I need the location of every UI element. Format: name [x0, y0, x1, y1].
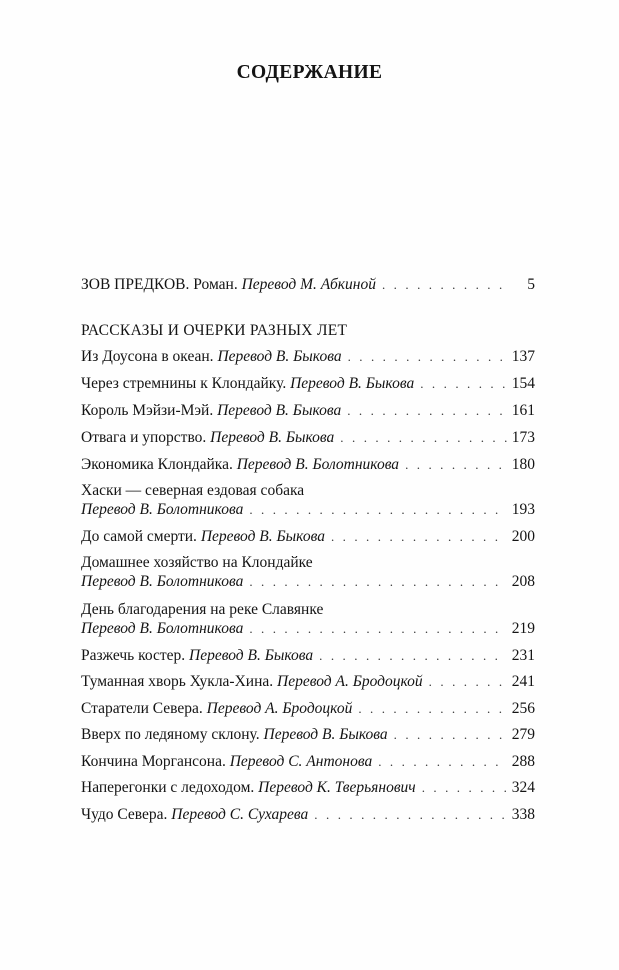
entry-page: 5 — [527, 276, 535, 293]
entry-title: Старатели Севера. — [81, 700, 203, 717]
entry-translator: Перевод В. Быкова — [210, 429, 335, 446]
entry-title: Экономика Клондайка. — [81, 456, 233, 473]
entry-translator: Перевод В. Быкова — [217, 402, 342, 419]
entry-translator: Перевод В. Быкова — [200, 528, 325, 545]
toc-entry[interactable] — [81, 805, 535, 824]
entry-title: Домашнее хозяйство на Клондайке — [81, 554, 313, 571]
toc-entry[interactable] — [81, 672, 535, 691]
dot-leader — [314, 805, 507, 824]
entry-page: 241 — [511, 673, 535, 690]
entry-title: Туманная хворь Хукла-Хина. — [81, 673, 274, 690]
entry-page: 137 — [511, 348, 535, 365]
entry-translator: Перевод В. Быкова — [263, 726, 388, 743]
dot-leader — [331, 527, 507, 546]
dot-leader — [249, 572, 507, 591]
entry-page: 288 — [511, 753, 535, 770]
dot-leader — [249, 619, 507, 638]
entry-translator: Перевод В. Быкова — [217, 348, 342, 365]
dot-leader — [422, 778, 507, 797]
entry-translator: Перевод А. Бродоцкой — [277, 673, 423, 690]
entry-page: 193 — [511, 501, 535, 518]
entry-title: День благодарения на реке Славянке — [81, 601, 324, 618]
toc-entry[interactable] — [81, 455, 535, 474]
dot-leader — [358, 699, 507, 718]
entry-page: 324 — [511, 779, 535, 796]
entry-page: 256 — [511, 700, 535, 717]
toc-entry[interactable] — [81, 699, 535, 718]
toc-entry[interactable] — [81, 374, 535, 393]
toc-entry[interactable] — [81, 553, 535, 591]
entry-title: Разжечь костер. — [81, 647, 186, 664]
entry-title: Вверх по ледяному склону. — [81, 726, 260, 743]
entry-page: 161 — [511, 402, 535, 419]
toc-entry[interactable] — [81, 752, 535, 771]
entry-page: 208 — [511, 573, 535, 590]
page-title: СОДЕРЖАНИЕ — [236, 62, 383, 83]
dot-leader — [382, 275, 507, 294]
entry-title: Король Мэйзи-Мэй. — [81, 402, 214, 419]
entry-translator: Перевод В. Болотникова — [81, 501, 244, 518]
entry-title: Отвага и упорство. — [81, 429, 207, 446]
section-heading: РАССКАЗЫ И ОЧЕРКИ РАЗНЫХ ЛЕТ — [81, 322, 348, 339]
entry-title: Хаски — северная ездовая собака — [81, 482, 305, 499]
entry-title: Из Доусона в океан. — [81, 348, 214, 365]
entry-genre: Роман. — [193, 276, 238, 293]
dot-leader — [429, 672, 507, 691]
entry-translator: Перевод В. Болотникова — [81, 620, 244, 637]
entry-translator: Перевод В. Быкова — [290, 375, 415, 392]
entry-translator: Перевод А. Бродоцкой — [206, 700, 353, 717]
dot-leader — [319, 646, 507, 665]
toc-entry[interactable] — [81, 778, 535, 797]
entry-title: До самой смерти. — [81, 528, 197, 545]
dot-leader — [347, 401, 507, 420]
entry-translator: Перевод М. Абкиной — [241, 276, 376, 293]
dot-leader — [249, 500, 507, 519]
toc-entry-main[interactable]: ЗОВ ПРЕДКОВ . Роман. Перевод М. Абкиной . . . 5 — [81, 275, 535, 294]
entry-translator: Перевод В. Болотникова — [81, 573, 244, 590]
entry-page: 338 — [511, 806, 535, 823]
entry-page: 219 — [511, 620, 535, 637]
entry-page: 154 — [511, 375, 535, 392]
entry-page: 180 — [511, 456, 535, 473]
dot-leader — [340, 428, 507, 447]
dot-leader — [378, 752, 507, 771]
toc-entry[interactable] — [81, 646, 535, 665]
toc-entry[interactable] — [81, 600, 535, 638]
entry-page: 279 — [511, 726, 535, 743]
entry-title: Чудо Севера. — [81, 806, 168, 823]
entry-page: 231 — [511, 647, 535, 664]
entry-title: ЗОВ ПРЕДКОВ — [81, 276, 186, 293]
dot-leader — [348, 347, 507, 366]
toc-entry[interactable] — [81, 428, 535, 447]
entry-title: Наперегонки с ледоходом. — [81, 779, 255, 796]
toc-entry[interactable] — [81, 347, 535, 366]
entry-translator: Перевод В. Быкова — [189, 647, 314, 664]
entry-translator: Перевод С. Антонова — [229, 753, 373, 770]
entry-page: 200 — [511, 528, 535, 545]
entry-translator: Перевод В. Болотникова — [236, 456, 400, 473]
dot-leader — [394, 725, 507, 744]
entry-translator: Перевод С. Сухарева — [171, 806, 309, 823]
entry-page: 173 — [511, 429, 535, 446]
toc-entry[interactable] — [81, 481, 535, 519]
entry-title: Кончина Моргансона. — [81, 753, 226, 770]
toc-entry[interactable] — [81, 725, 535, 744]
toc-entry[interactable] — [81, 527, 535, 546]
entry-translator: Перевод К. Тверьянович — [258, 779, 416, 796]
toc-entry[interactable] — [81, 401, 535, 420]
dot-leader — [405, 455, 507, 474]
dot-leader — [420, 374, 507, 393]
entry-title: Через стремнины к Клондайку. — [81, 375, 287, 392]
